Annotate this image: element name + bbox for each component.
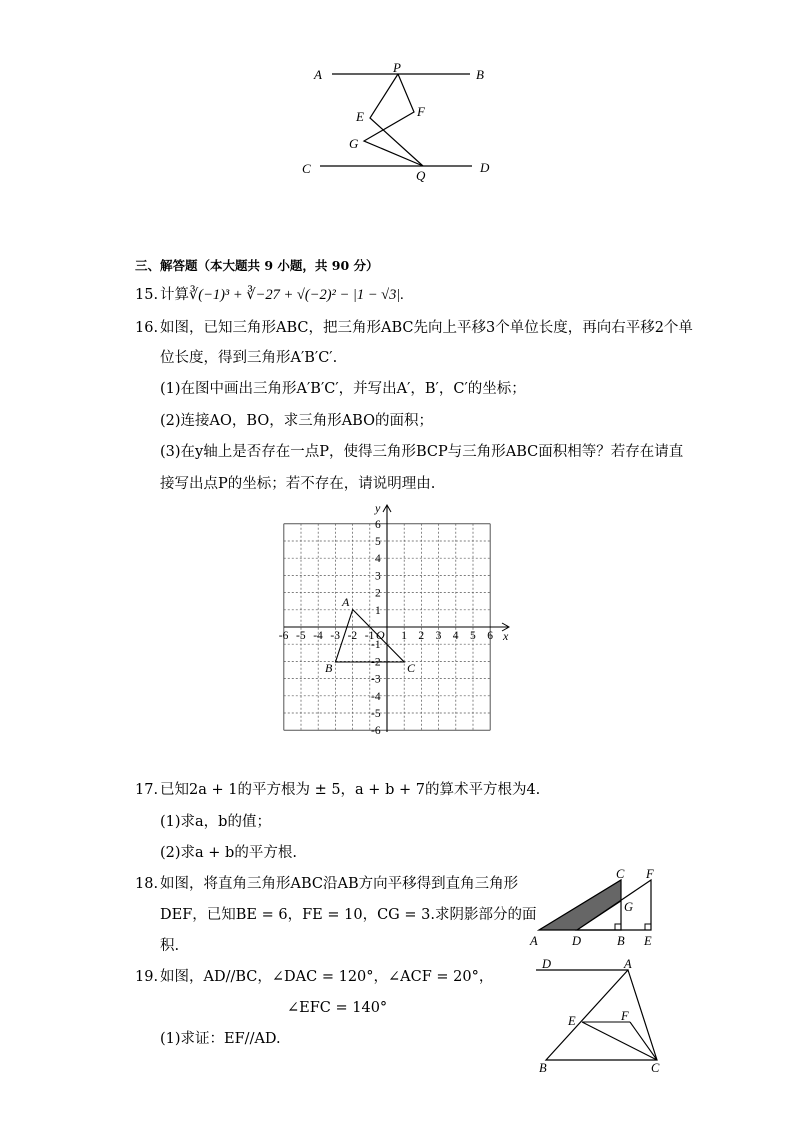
label-c: C bbox=[302, 161, 311, 176]
q19-label-a: A bbox=[624, 957, 632, 971]
q18-number: 18. bbox=[135, 876, 159, 892]
q16-part1: (1)在图中画出三角形A′B′C′，并写出A′，B′，C′的坐标； bbox=[160, 381, 526, 397]
x-tick-label: 5 bbox=[470, 630, 476, 642]
y-tick-label: 1 bbox=[375, 604, 381, 617]
q18-line2: DEF，已知BE = 6，FE = 10，CG = 3.求阴影部分的面 bbox=[160, 907, 537, 923]
y-tick-label: 3 bbox=[375, 570, 381, 583]
x-tick-label: -2 bbox=[347, 630, 358, 642]
q15-prefix: 计算 bbox=[160, 287, 189, 303]
y-tick-label: 6 bbox=[375, 518, 381, 531]
y-tick-label: 5 bbox=[375, 536, 381, 548]
segment-ec bbox=[582, 1022, 657, 1060]
x-tick-label: 4 bbox=[452, 630, 459, 642]
x-axis-label: x bbox=[503, 629, 509, 643]
label-a: A bbox=[314, 67, 322, 82]
label-e: E bbox=[356, 109, 364, 124]
q18-label-b: B bbox=[617, 934, 625, 948]
y-tick-label: -2 bbox=[371, 656, 381, 669]
segment-fc bbox=[630, 1022, 657, 1060]
point-c-label: C bbox=[407, 661, 416, 675]
x-tick-label: 3 bbox=[435, 630, 442, 642]
top-geometry-figure bbox=[290, 58, 510, 188]
y-tick-label: 4 bbox=[375, 553, 381, 566]
q19-part1: (1)求证：EF//AD. bbox=[160, 1031, 281, 1047]
origin-label: O bbox=[376, 628, 385, 642]
triangle-abc bbox=[546, 970, 657, 1060]
x-tick-label: 1 bbox=[401, 630, 407, 642]
q18-line3: 积. bbox=[160, 938, 180, 954]
q16-part3b: 接写出点P的坐标；若不存在，请说明理由. bbox=[160, 476, 436, 492]
label-f: F bbox=[417, 104, 425, 119]
right-angle-b bbox=[615, 924, 621, 930]
q15-expression: ∛(−1)³ + ∛−27 + √(−2)² − |1 − √3|. bbox=[189, 287, 404, 303]
q19-number: 19. bbox=[135, 969, 159, 985]
q19-line2: ∠EFC = 140° bbox=[287, 1000, 388, 1016]
q18-label-d: D bbox=[572, 934, 582, 948]
right-angle-e bbox=[645, 924, 651, 930]
q17-part2: (2)求a + b的平方根. bbox=[160, 845, 297, 861]
q18-label-c: C bbox=[616, 867, 625, 881]
q19-label-d: D bbox=[542, 957, 552, 971]
q18-label-a: A bbox=[530, 934, 538, 948]
q16-number: 16. bbox=[135, 320, 159, 336]
coordinate-grid bbox=[270, 500, 520, 745]
y-tick-label: -4 bbox=[371, 690, 381, 703]
q17-number: 17. bbox=[135, 782, 159, 798]
q18-line1: 如图，将直角三角形ABC沿AB方向平移得到直角三角形 bbox=[160, 876, 519, 892]
y-tick-label: -3 bbox=[371, 673, 381, 686]
x-tick-label: 2 bbox=[418, 630, 425, 642]
q19-figure bbox=[530, 955, 670, 1077]
q19-line1: 如图，AD//BC，∠DAC = 120°，∠ACF = 20°， bbox=[160, 969, 494, 985]
q19-label-b: B bbox=[539, 1061, 547, 1075]
label-d: D bbox=[480, 160, 490, 175]
x-tick-label: -3 bbox=[330, 630, 340, 642]
q18-label-f: F bbox=[646, 867, 654, 881]
q17-part1: (1)求a，b的值； bbox=[160, 814, 271, 830]
x-tick-label: -6 bbox=[278, 630, 289, 642]
q15-number: 15. bbox=[135, 287, 159, 303]
q16-line1: 如图，已知三角形ABC，把三角形ABC先向上平移3个单位长度，再向右平移2个单 bbox=[160, 320, 693, 336]
x-tick-label: 6 bbox=[487, 630, 493, 642]
q19-label-e: E bbox=[568, 1014, 576, 1028]
q18-label-e: E bbox=[644, 934, 652, 948]
q15-text bbox=[160, 285, 404, 305]
x-tick-label: -4 bbox=[313, 630, 323, 642]
point-a-label: A bbox=[342, 595, 350, 609]
y-tick-label: -1 bbox=[371, 639, 381, 652]
point-b-label: B bbox=[325, 661, 333, 675]
label-p: P bbox=[393, 60, 401, 75]
label-b: B bbox=[476, 67, 484, 82]
y-tick-label: -6 bbox=[371, 725, 381, 738]
y-tick-label: -5 bbox=[371, 708, 381, 720]
label-q: Q bbox=[416, 168, 426, 183]
q16-part2: (2)连接AO，BO，求三角形ABO的面积； bbox=[160, 413, 433, 429]
q16-part3a: (3)在y轴上是否存在一点P，使得三角形BCP与三角形ABC面积相等？若存在请直 bbox=[160, 444, 684, 460]
y-tick-label: 2 bbox=[375, 587, 381, 600]
x-tick-label: -1 bbox=[364, 630, 375, 642]
q19-label-c: C bbox=[651, 1061, 660, 1075]
tick-labels bbox=[279, 519, 493, 737]
label-g: G bbox=[349, 136, 359, 151]
section-heading: 三、解答题（本大题共 9 小题，共 90 分） bbox=[135, 258, 379, 273]
path-pe-q bbox=[370, 74, 423, 166]
q17-line1: 已知2a + 1的平方根为 ± 5，a + b + 7的算术平方根为4. bbox=[160, 782, 541, 798]
x-tick-label: -5 bbox=[296, 630, 306, 642]
y-axis-label: y bbox=[375, 501, 381, 515]
q16-line2: 位长度，得到三角形A′B′C′. bbox=[160, 350, 338, 366]
q18-label-g: G bbox=[624, 900, 634, 914]
q18-figure bbox=[525, 862, 665, 950]
q19-label-f: F bbox=[621, 1009, 629, 1023]
